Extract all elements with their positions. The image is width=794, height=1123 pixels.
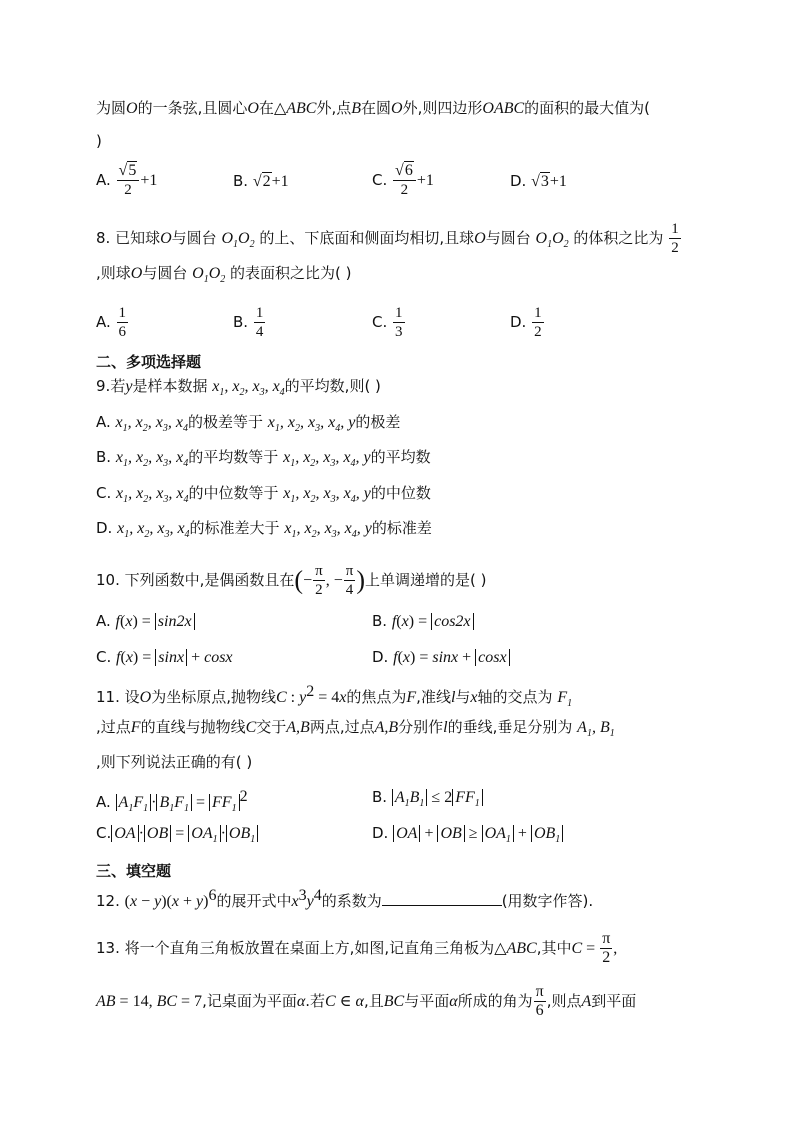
q11-line-1: 11. 设O为坐标原点,抛物线C : $y^2 = 4x$的焦点为F,准线l与x轴的交点为 $F_1$	[96, 683, 573, 710]
q13-line-1: 13. 将一个直角三角板放置在桌面上方,如图,记直角三角板为△ABC,其中C = $\frac{\pi}{2}$ ,	[96, 930, 618, 966]
q7-option-b: B. √2+1	[233, 172, 289, 190]
q11-line-2: ,过点F的直线与抛物线C交于A,B两点,过点A,B分别作l的垂线,垂足分别为 $A_1$, $B_1$	[96, 718, 615, 740]
q10-option-d: D. f(x) = sinx + cosx	[372, 646, 510, 669]
q8-option-b: B. $\frac{1}{4}$	[233, 305, 264, 340]
q8-line-1: 8. 已知球O与圆台 $O_1O_2$ 的上、下底面和侧面均相切,且球O与圆台 $O_1O_2$ 的体积之比为 $\frac{1}{2}$	[96, 221, 679, 256]
q9-option-d: D. $x_1$, $x_2$, $x_3$, $x_4$的标准差大于 $x_1$, $x_2$, $x_3$, $x_4$, y的标准差	[96, 519, 432, 541]
q12-stem: 12. $(x - y)(x + y)^6$的展开式中$x^3y^4$的系数为 (用数字作答).	[96, 887, 594, 910]
q8-option-c: C. $\frac{1}{3}$	[372, 305, 403, 340]
section-heading-multiple-choice: 二、多项选择题	[96, 353, 202, 371]
q7-line-2: )	[96, 132, 102, 150]
q7-option-a: A. $\frac{√5}{2}$ +1	[96, 162, 158, 198]
q8-line-2: ,则球O与圆台 $O_1O_2$ 的表面积之比为( )	[96, 264, 352, 286]
q9-stem: 9.若y是样本数据 $x_1$, $x_2$, $x_3$, $x_4$的平均数,则( )	[96, 377, 381, 399]
q8-option-d: D. $\frac{1}{2}$	[510, 305, 542, 340]
q10-option-b: B. f(x) = cos2x	[372, 610, 474, 633]
q11-option-a: A. $A_1F_1 \cdot B_1F_1 = FF_1^2$	[96, 788, 248, 815]
q10-option-a: A. f(x) = sin2x	[96, 610, 195, 633]
q8-option-a: A. $\frac{1}{6}$	[96, 305, 127, 340]
q13-line-2: AB = 14, BC = 7,记桌面为平面α.若C ∈ α,且BC与平面α所成的角为 $\frac{\pi}{6}$ ,则点A到平面	[96, 983, 637, 1019]
q11-line-3: ,则下列说法正确的有( )	[96, 753, 253, 771]
q7-line-1: 为圆O的一条弦,且圆心O在△ABC外,点B在圆O外,则四边形OABC的面积的最大值为(	[96, 99, 651, 117]
q10-stem: 10. 下列函数中,是偶函数且在(− $\frac{\pi}{2}$ , − $\frac{\pi}{4}$ )上单调递增的是( )	[96, 563, 487, 598]
q7-option-d: D. √3+1	[510, 172, 567, 190]
q9-option-b: B. $x_1$, $x_2$, $x_3$, $x_4$的平均数等于 $x_1$, $x_2$, $x_3$, $x_4$, y的平均数	[96, 448, 431, 470]
q10-option-c: C. f(x) = sinx + cosx	[96, 648, 233, 666]
q9-option-c: C. $x_1$, $x_2$, $x_3$, $x_4$的中位数等于 $x_1$, $x_2$, $x_3$, $x_4$, y的中位数	[96, 484, 431, 506]
q7-option-c: C. $\frac{√6}{2}$ +1	[372, 162, 434, 198]
q9-option-a: A. $x_1$, $x_2$, $x_3$, $x_4$的极差等于 $x_1$, $x_2$, $x_3$, $x_4$, y的极差	[96, 413, 401, 435]
q11-option-c: C. OA · OB = $OA_1 \cdot OB_1$	[96, 822, 258, 851]
q11-option-d: D. OA + OB ≥ $OA_1 + OB_1$	[372, 822, 563, 851]
q11-option-b: B. $A_1B_1 \le 2$ $FF_1$	[372, 786, 483, 815]
section-heading-fill-in: 三、填空题	[96, 862, 172, 880]
answer-blank[interactable]	[382, 891, 502, 906]
